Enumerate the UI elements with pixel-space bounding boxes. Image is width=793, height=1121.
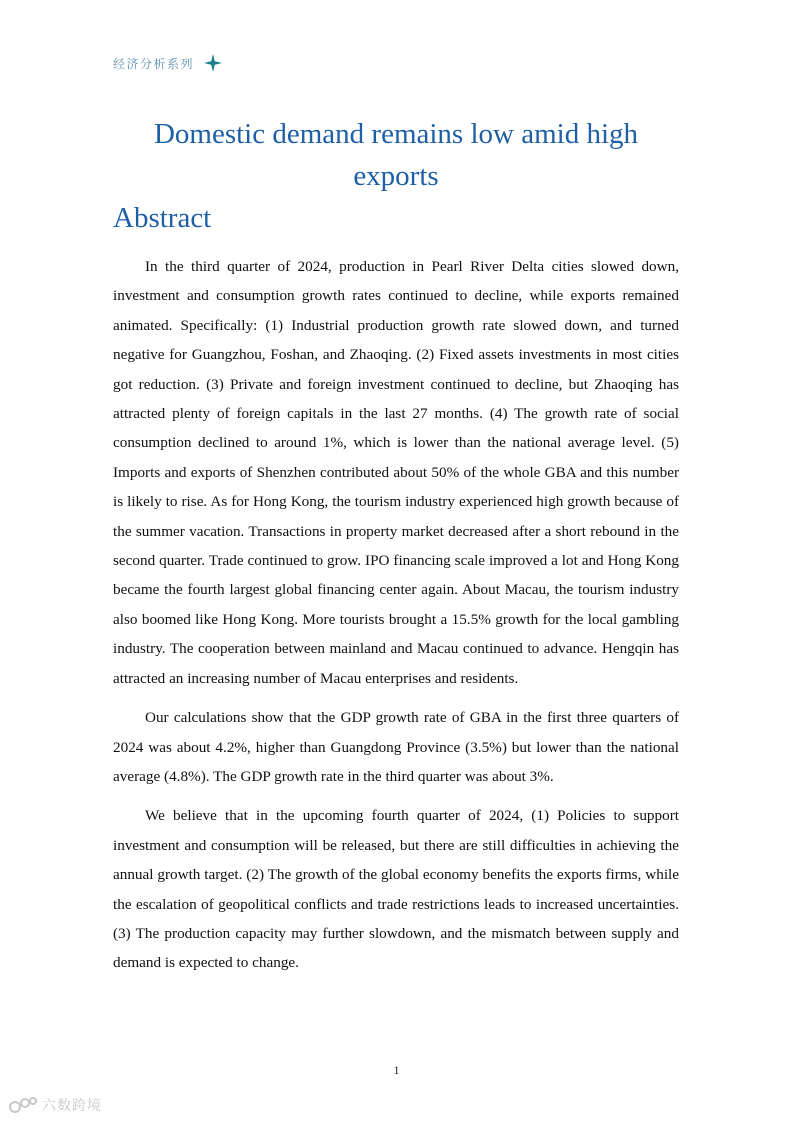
abstract-paragraph: In the third quarter of 2024, production in Pearl River Delta cities slowed down, investment and consumption growth rates continued to decline, while exports remained animated. Specifically: (1) Industrial production growth rate slowed down, and turned negative for Guangzhou, Foshan, and Zhaoqing. (2) Fixed assets investments in most cities got reduction. (3) Private and foreign investment continued to decline, but Zhaoqing has attracted plenty of foreign capitals in the last 27 months. (4) The growth rate of social consumption declined to around 1%, which is lower than the national average level. (5) Imports and exports of Shenzhen contributed about 50% of the whole GBA and this number is likely to rise. As for Hong Kong, the tourism industry experienced high growth because of the summer vacation. Transactions in property market decreased after a short rebound in the second quarter. Trade continued to grow. IPO financing scale improved a lot and Hong Kong became the fourth largest global financing center again. About Macau, the tourism industry also boomed like Hong Kong. More tourists brought a 15.5% growth for the local gambling industry. The cooperation between mainland and Macau continued to advance. Hengqin has attracted an increasing number of Macau enterprises and residents. [113,258,679,687]
abstract-body [113,252,679,988]
watermark-logo-icon [8,1095,38,1115]
four-point-star-icon [204,54,222,72]
document-title: Domestic demand remains low amid high exports [153,118,639,192]
watermark [8,1095,102,1115]
abstract-paragraph: Our calculations show that the GDP growth rate of GBA in the first three quarters of 2024 was about 4.2%, higher than Guangdong Province (3.5%) but lower than the national average (4.8%). The GDP growth rate in the third quarter was about 3%. [113,709,679,785]
page-number: 1 [393,1063,400,1077]
watermark-text: 六数跨境 [42,1098,102,1114]
abstract-heading: Abstract [113,202,212,234]
series-label: 经济分析系列 [113,56,195,71]
abstract-paragraph: We believe that in the upcoming fourth quarter of 2024, (1) Policies to support investment and consumption will be released, but there are still difficulties in achieving the annual growth target. (2) The growth of the global economy benefits the exports firms, while the escalation of geopolitical conflicts and trade restrictions leads to increased uncertainties. (3) The production capacity may further slowdown, and the mismatch between supply and demand is expected to change. [113,807,679,972]
series-header [113,54,222,72]
